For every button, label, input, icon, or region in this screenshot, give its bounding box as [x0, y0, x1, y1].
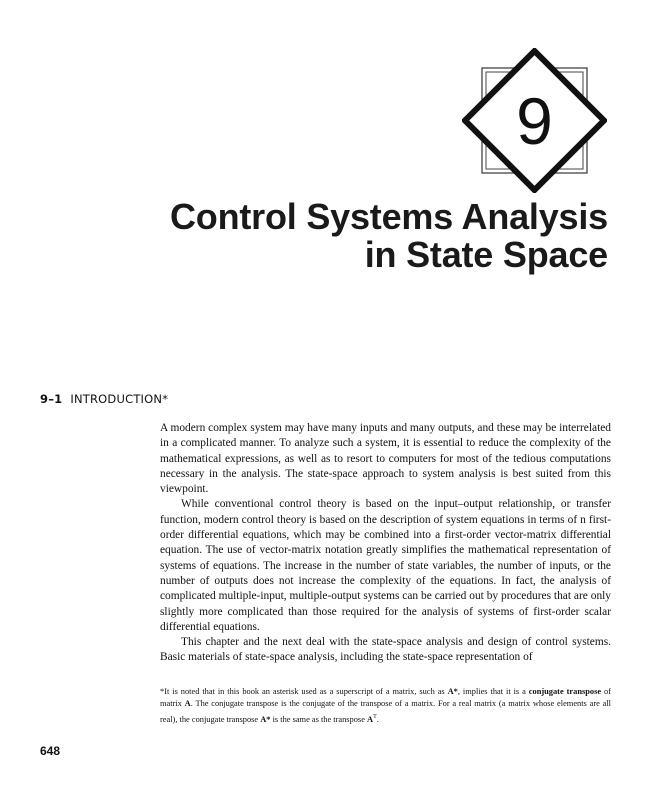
paragraph-3: This chapter and the next deal with the state-space analysis and design of control systems. Basic materials of state-space analysis, including the state-space representation of	[160, 636, 611, 664]
paragraph-1: A modern complex system may have many inputs and many outputs, and these may be interrelated in a complicated manner. To analyze such a system, it is essential to reduce the complexity of the mathematical expressions, as well as to resort to computers for most of the tedious computations necessary in the analysis. The state-space approach to system analysis is best suited from this viewpoint.	[160, 422, 611, 496]
footnote-matrix: A	[367, 714, 374, 724]
page-number: 648	[40, 744, 61, 758]
footnote-term: conjugate transpose	[528, 687, 602, 696]
chapter-number-emblem	[462, 48, 607, 193]
footnote-matrix: A*	[447, 687, 458, 696]
footnote-superscript: T	[373, 713, 377, 720]
footnote-text: is the same as the transpose	[270, 714, 368, 724]
footnote-text: , implies that it is a	[457, 687, 529, 696]
section-title: INTRODUCTION*	[70, 392, 169, 406]
chapter-title	[170, 198, 608, 274]
footnote-text: of matrix	[160, 687, 611, 709]
footnote-marker: *	[160, 687, 165, 696]
section-number: 9–1	[40, 392, 63, 406]
footnote-matrix: A*	[260, 714, 271, 724]
chapter-title-line-2: in State Space	[364, 234, 608, 275]
footnote-text: .	[376, 714, 379, 724]
section-heading	[40, 392, 168, 406]
body-text	[160, 421, 611, 666]
footnote	[160, 686, 611, 726]
chapter-number: 9	[516, 84, 553, 158]
footnote-matrix: A	[184, 699, 191, 709]
footnote-text: It is noted that in this book an asterisk used as a superscript of a matrix, such as	[164, 687, 448, 696]
chapter-title-line-1: Control Systems Analysis	[169, 196, 608, 237]
paragraph-2: While conventional control theory is based on the input–output relationship, or transfer function, modern control theory is based on the description of system equations in terms of n first-order differential equations, which may be combined into a first-order vector-matrix differential equation. The use of vector-matrix notation greatly simplifies the mathematical representation of systems of equations. The increase in the number of state variables, the number of inputs, or the number of outputs does not increase the complexity of the equations. In fact, the analysis of complicated multiple-input, multiple-output systems can be carried out by procedures that are only slightly more complicated than those required for the analysis of systems of first-order scalar differential equations.	[160, 498, 611, 633]
footnote-text: . The conjugate transpose is the conjugate of the transpose of a matrix. For a real matrix (a matrix whose elements are all real), the conjugate transpose	[160, 699, 611, 724]
